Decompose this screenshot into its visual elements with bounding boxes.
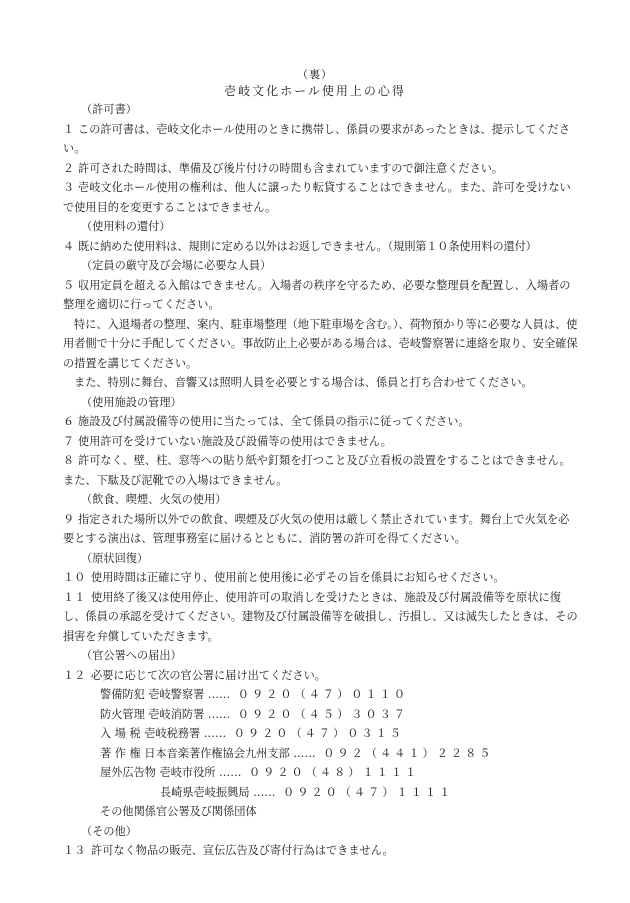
item-13 [63, 841, 578, 861]
office-phone: ０９２０（４８）１１１１ [248, 766, 420, 779]
office-name: 長崎県壱岐振興局 [160, 785, 250, 799]
item-text: 使用時間は正確に守り、使用前と使用後に必ずその旨を係員にお知らせください。 [91, 571, 505, 584]
item-7 [63, 432, 578, 452]
section-facilities: （使用施設の管理） [81, 395, 182, 409]
office-row-tax [100, 724, 578, 744]
item-number: ４ [63, 239, 75, 253]
office-row-outdoor-ads [100, 763, 578, 783]
item-3 [63, 178, 578, 217]
item-number: １２ [63, 668, 86, 682]
office-phone: ０９２０（４７）０１１０ [237, 688, 409, 701]
office-name: 壱岐市役所 [159, 766, 216, 779]
item-5-paragraph-2: 特に、入退場者の整理、案内、駐車場整理（地下駐車場を含む。）、荷物預かり等に必要な人員は、使用者側で十分に手配してください。事故防止上必要がある場合は、壱岐警察署に連絡を取り、安全確保の措置を講じてください。 [63, 317, 578, 370]
section-other: （その他） [81, 824, 137, 838]
section-offices: （官公署への届出） [81, 649, 182, 662]
office-phone: ０９２（４４１）２２８５ [323, 746, 494, 760]
office-dots: …… [293, 746, 316, 760]
office-name: 日本音楽著作権協会九州支部 [144, 746, 290, 760]
office-other: その他関係官公署及び関係団体 [100, 805, 257, 818]
office-phone: ０９２０（４７）１１１１ [283, 785, 454, 799]
office-name: 壱岐税務署 [144, 727, 201, 740]
office-name: 壱岐消防署 [148, 707, 205, 721]
item-text: 許可なく、壁、柱、窓等への貼り紙や釘類を打つこと及び立看板の設置をすることはできません。また、下駄及び泥靴での入場はできません。 [63, 454, 571, 487]
item-9 [63, 510, 578, 549]
office-dots: …… [203, 727, 227, 740]
item-4 [63, 237, 578, 257]
item-text: 使用許可を受けていない施設及び設備等の使用はできません。 [78, 434, 392, 448]
office-category: 入 場 税 [100, 727, 141, 740]
section-capacity: （定員の厳守及び会場に必要な人員） [81, 259, 272, 272]
document-body [63, 100, 578, 861]
item-number: ５ [63, 278, 75, 292]
item-number: ９ [63, 512, 75, 526]
office-category: 屋外広告物 [100, 766, 156, 779]
item-number: ３ [63, 181, 75, 194]
section-smoking: （飲食、喫煙、火気の使用） [81, 493, 227, 506]
section-permit: （許可書） [81, 103, 137, 116]
item-text: 収用定員を超える入館はできません。入場者の秩序を守るため、必要な整理員を配置し、入場者の整理を適切に行ってください。 [63, 278, 571, 311]
office-name: 壱岐警察署 [148, 688, 205, 701]
side-label: （裏） [297, 68, 333, 81]
item-number: １３ [63, 844, 86, 857]
item-2 [63, 159, 578, 179]
document-title: 壱岐文化ホール使用上の心得 [224, 84, 406, 98]
office-dots: …… [207, 688, 231, 701]
office-row-prefecture [100, 783, 578, 803]
item-text: 許可された時間は、準備及び後片付けの時間も含まれていますので御注意ください。 [78, 161, 504, 175]
office-category: 著 作 権 [100, 746, 141, 760]
item-text: 指定された場所以外での飲食、喫煙及び火気の使用は厳しく禁止されています。舞台上で火気を必要とする演出は、管理事務室に届けるとともに、消防署の許可を得てください。 [63, 512, 570, 545]
section-restore: （原状回復） [81, 551, 149, 565]
office-row-copyright [100, 744, 578, 764]
item-number: ８ [63, 454, 75, 467]
office-category: 警備防犯 [100, 688, 145, 701]
office-phone: ０９２０（４５）３０３７ [237, 707, 409, 721]
item-number: １１ [63, 590, 86, 604]
item-number: １ [63, 122, 75, 136]
item-number: ６ [63, 415, 75, 428]
item-text: 許可なく物品の販売、宣伝広告及び寄付行為はできません。 [91, 844, 394, 857]
office-phone: ０９２０（４７）０３１５ [233, 727, 404, 740]
item-6 [63, 412, 578, 432]
item-8 [63, 451, 578, 490]
item-text: 使用終了後又は使用停止、使用許可の取消しを受けたときは、施設及び付属設備等を原状に復し、係員の承認を受けてください。建物及び付属設備等を破損し、汚損し、又は滅失したときは、その損害を弁償していただきます。 [63, 590, 578, 643]
item-12 [63, 666, 578, 686]
office-row-fire [100, 705, 578, 725]
item-text: 必要に応じて次の官公署に届け出てください。 [91, 668, 326, 682]
item-text: この許可書は、壱岐文化ホール使用のときに携帯し、係員の要求があったときは、提示してください。 [63, 122, 570, 155]
office-row-police [100, 685, 578, 705]
item-5 [63, 276, 578, 315]
item-5-paragraph-3: また、特別に舞台、音響又は照明人員を必要とする場合は、係員と打ち合わせてください。 [74, 376, 533, 389]
office-category: 防火管理 [100, 707, 145, 721]
item-number: ７ [63, 434, 75, 448]
item-number: １０ [63, 571, 86, 584]
item-10 [63, 568, 578, 588]
item-text: 施設及び付属設備等の使用に当たっては、全て係員の指示に従ってください。 [78, 415, 470, 428]
section-fees: （使用料の還付） [81, 220, 171, 233]
item-text: 壱岐文化ホール使用の権利は、他人に譲ったり転貸することはできません。また、許可を受けないで使用目的を変更することはできません。 [63, 181, 571, 214]
item-number: ２ [63, 161, 75, 175]
office-list [63, 685, 578, 822]
office-dots: …… [207, 707, 231, 721]
item-text: 既に納めた使用料は、規則に定める以外はお返しできません。（規則第１０条使用料の還付） [78, 239, 537, 253]
office-dots: …… [219, 766, 242, 779]
office-dots: …… [253, 785, 276, 799]
item-11 [63, 588, 578, 647]
item-1 [63, 120, 578, 159]
